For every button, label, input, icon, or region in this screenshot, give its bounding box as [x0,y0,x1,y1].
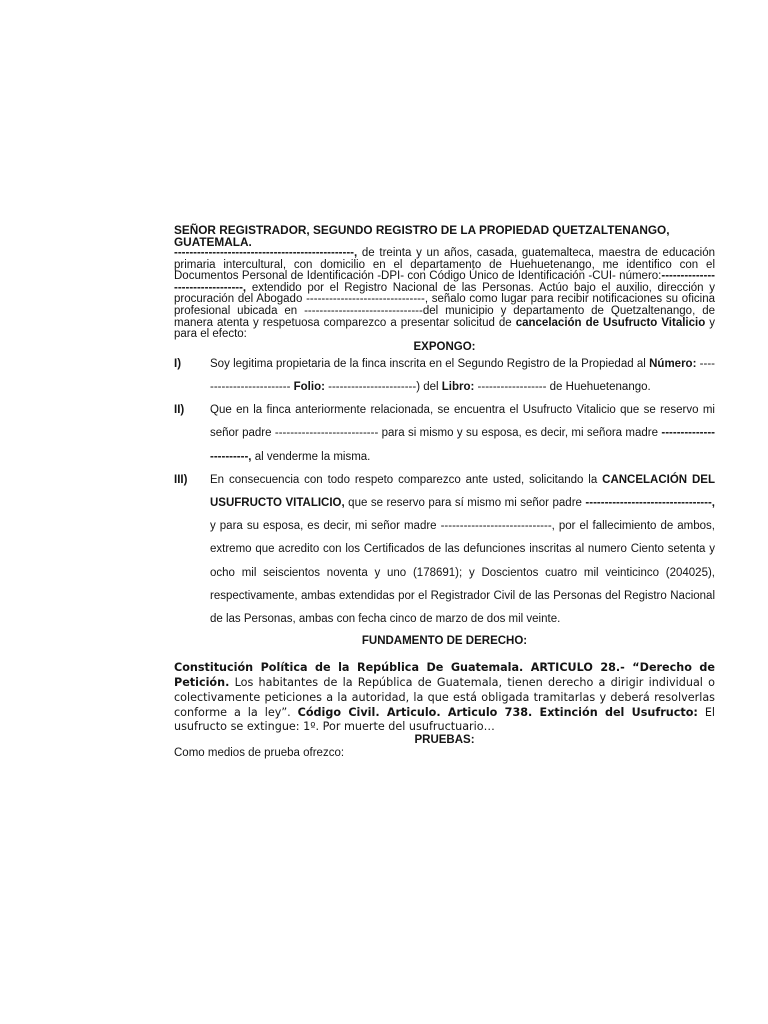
item-3 [174,469,715,631]
fundamento-text-1: Los habitantes de la República de Guatemala, tienen derecho a dirigir individual o colectivamente peticiones a la autoridad, la que está obligada tramitarlas y deberá resolverlas conforme a la ley”. [174,675,715,719]
pruebas-title: PRUEBAS: [414,734,475,747]
codigo-civil-bold: Código Civil. Articulo. Articulo 738. Extinción del Usufructo: [297,705,698,719]
item-1-text-a: Soy legitima propietaria de la finca inscrita en el Segundo Registro de la Propiedad al [210,357,650,370]
intro-paragraph [174,248,715,341]
item-3-text-c: y para su esposa, es decir, mi señor madre -----------------------------, por el fallecimiento de ambos, extremo que acredito con los Certificados de las defunciones inscritas al numero Ciento setenta y ocho mil seiscientos noventa y uno (178691); y Doscientos cuatro mil veinticinco (204025), respectivamente, ambas extendidas por el Registrador Civil de las Personas del Registro Nacional de las Personas, ambas con fecha cinco de marzo de dos mil veinte. [210,520,715,625]
item-1-text-c: -----------------------) del [324,380,442,393]
item-2 [174,399,715,469]
item-3-blank: ---------------------------------, [585,496,715,509]
constitucion-bold: Constitución Política de la República De Guatemala. ARTICULO 28.- “Derecho de Petición. [174,661,715,689]
folio-label: Folio: [293,380,325,393]
item-text [210,469,715,631]
request-bold: cancelación de Usufructo Vitalicio [515,316,706,329]
document-body [174,224,715,760]
item-number: III) [174,473,188,486]
blank-cui: --------------------------------, [174,270,715,294]
item-1-text-d: ------------------ de Huehuetenango. [474,380,651,393]
item-3-text-a: En consecuencia con todo respeto comparezco ante usted, solicitando la [210,473,603,486]
cancelacion-bold: CANCELACIÓN DEL USUFRUCTO VITALICIO, [210,473,715,509]
item-number: II) [174,404,185,417]
fundamento-text-2: El usufructo se extingue: 1º. Por muerte del usufructuario… [174,705,715,734]
intro-text-1: de treinta y un años, casada, guatemalteca, maestra de educación primaria intercultural, con domicilio en el departamento de Huehuetenango, me identifico con el Documentos Personal de Identificación -DPI- con Código Único de Identificación -CUI- número: [174,247,715,283]
libro-label: Libro: [441,380,475,393]
intro-text-2: extendido por el Registro Nacional de las Personas. Actúo bajo el auxilio, dirección y procuración del Abogado -------------------------------, señalo como lugar para recibir notificaciones su oficina profesional ubicada en -------------------------------del municipio y departamento de Quetzaltenango, de manera atenta y respetuosa comparezco a presentar solicitud de [174,281,715,329]
pruebas-text: Como medios de prueba ofrezco: [174,747,345,760]
item-3-text-b: que se reservo para sí mismo mi señor padre [344,496,586,509]
item-1 [174,353,715,399]
blank-name: -----------------------------------------------, [174,247,358,259]
item-2-blank: ------------------------, [210,427,715,463]
item-2-text-b: al venderme la misma. [251,450,371,463]
item-number: I) [174,357,182,370]
intro-text-3: y para el efecto: [174,316,716,341]
fundamento-paragraph [174,661,715,735]
document-heading: SEÑOR REGISTRADOR, SEGUNDO REGISTRO DE LA PROPIEDAD QUETZALTENANGO, GUATEMALA. [174,223,670,249]
expongo-title: EXPONGO: [413,340,476,353]
fundamento-title: FUNDAMENTO DE DERECHO: [361,635,528,648]
item-text [210,353,715,399]
numero-label: Número: [649,357,697,370]
item-2-text-a: Que en la finca anteriormente relacionada, se encuentra el Usufructo Vitalicio que se reservo mi señor padre --------------------------- para si mismo y su esposa, es decir, mi señora madre [210,404,715,440]
item-1-text-b: ------------------------- [210,357,716,393]
item-text [210,399,715,469]
